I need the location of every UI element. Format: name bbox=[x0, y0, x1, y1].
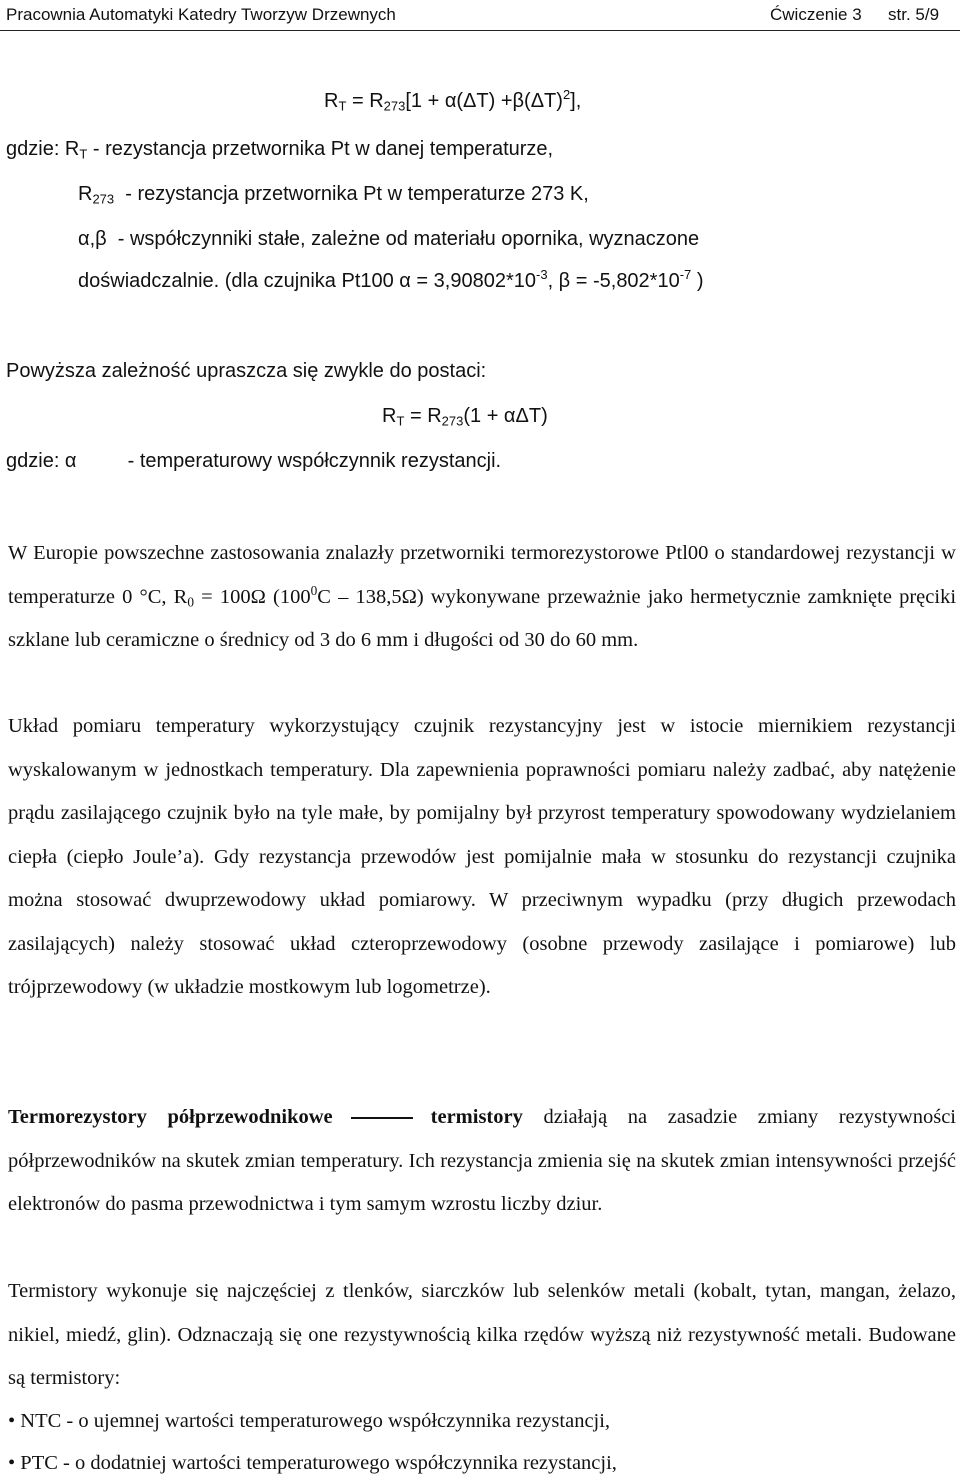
header-title: Pracownia Automatyki Katedry Tworzyw Drzewnych bbox=[6, 5, 396, 24]
definition-alpha-beta bbox=[78, 228, 699, 251]
rt-definition: - rezystancja przetwornika Pt w danej temperaturze, bbox=[92, 138, 554, 160]
header-page-number: str. 5/9 bbox=[888, 5, 940, 24]
alpha-exponent: -3 bbox=[536, 267, 548, 283]
beta-exponent: -7 bbox=[679, 267, 692, 283]
ab-def-cont-c: , β = -5,802*10 bbox=[547, 270, 680, 292]
alpha-beta-definition: - współczynniki stałe, zależne od materiału opornika, wyznaczone bbox=[117, 228, 700, 250]
pt100-text-b: = 100Ω (100 bbox=[201, 585, 311, 608]
deg-superscript: 0 bbox=[310, 582, 318, 598]
definition-alpha bbox=[6, 450, 501, 473]
simplification-intro: Powyższa zależność upraszcza się zwykle do postaci: bbox=[6, 360, 487, 382]
ab-def-cont-a: doświadczalnie. bbox=[78, 270, 220, 292]
definition-r273: $R_{273}$ - rezystancja przetwornika Pt w temperaturze 273 K, bbox=[78, 183, 589, 207]
bullet-ptc: • PTC - o dodatniej wartości temperaturowego współczynnika rezystancji, bbox=[8, 1452, 617, 1474]
alpha-definition: - temperaturowy współczynnik rezystancji. bbox=[127, 450, 502, 472]
ab-def-cont-b: (dla czujnika Pt100 α = 3,90802*10 bbox=[224, 270, 536, 292]
pt100-text-a: W Europie powszechne zastosowania znalazły przetworniki termorezystorowe Ptl00 o standardowej rezystancji w temperaturze 0 °C, R bbox=[8, 542, 956, 608]
definition-rt: gdzie: $R_T$ - rezystancja przetwornika Pt w danej temperaturze, bbox=[6, 138, 554, 162]
gdzie-alpha-label: gdzie: α bbox=[6, 450, 77, 472]
paragraph-thermistor-materials: Termistory wykonuje się najczęściej z tlenków, siarczków lub selenków metali (kobalt, tytan, mangan, żelazo, nikiel, miedź, glin). Odznaczają się one rezystywnością kilka rzędów wyższą niż rezystywność metali. Budowane są termistory: bbox=[8, 1280, 956, 1389]
r273-definition: - rezystancja przetwornika Pt w temperaturze 273 K, bbox=[125, 183, 589, 205]
gdzie-label: gdzie: bbox=[6, 138, 60, 160]
bullet-ntc: • NTC - o ujemnej wartości temperaturowego współczynnika rezystancji, bbox=[8, 1410, 611, 1432]
header-exercise: Ćwiczenie 3 bbox=[770, 5, 862, 24]
formula-rt-full: $R_T = R_{273}[1 + \alpha(\Delta T) +\beta(\Delta T)^2]$, bbox=[324, 87, 582, 114]
term-semiconductor-thermoresistors: Termorezystory półprzewodnikowe bbox=[8, 1106, 333, 1128]
paragraph-measurement: Układ pomiaru temperatury wykorzystujący czujnik rezystancyjny jest w istocie miernikiem rezystancji wyskalowanym w jednostkach temperatury. Dla zapewnienia poprawności pomiaru należy zadbać, aby natężenie prądu zasilającego czujnik było na tyle małe, by pomijalny był przyrost temperatury spowodowany wydzielaniem ciepła (ciepło Joule’a). Gdy rezystancja przewodów jest pomijalnie mała w stosunku do rezystancji czujnika można stosować dwuprzewodowy układ pomiarowy. W przeciwnym wypadku (przy długich przewodach zasilających) należy stosować układ czteroprzewodowy (osobne przewody zasilające i pomiarowe) lub trójprzewodowy (w układzie mostkowym lub logometrze). bbox=[8, 715, 956, 998]
pt100-text-c: C – 138,5Ω) wykonywane przeważnie jako hermetycznie zamknięte pręciki szklane lub ceramiczne o średnicy od 3 do 6 mm i długości od 30 do 60 mm. bbox=[8, 585, 957, 651]
em-dash bbox=[351, 1117, 413, 1119]
page-header bbox=[0, 0, 960, 31]
alpha-beta-symbol: α,β bbox=[78, 228, 107, 250]
paragraph-pt100 bbox=[8, 532, 956, 663]
paragraph-thermistors bbox=[8, 1096, 956, 1227]
formula-rt-simplified: $R_T = R_{273}(1 + \alpha\Delta T)$ bbox=[382, 405, 548, 429]
term-thermistors: termistory bbox=[430, 1106, 523, 1128]
thermistors-text: działają na zasadzie zmiany rezystywności półprzewodników na skutek zmian temperatury. Ich rezystancja zmienia się na skutek zmian intensywności przejść elektronów do pasma przewodnictwa i tym samym wzrostu liczby dziur. bbox=[8, 1106, 956, 1215]
definition-alpha-beta-cont bbox=[78, 267, 704, 293]
ab-def-cont-d: ) bbox=[696, 270, 704, 292]
r0-subscript: 0 bbox=[187, 593, 195, 609]
